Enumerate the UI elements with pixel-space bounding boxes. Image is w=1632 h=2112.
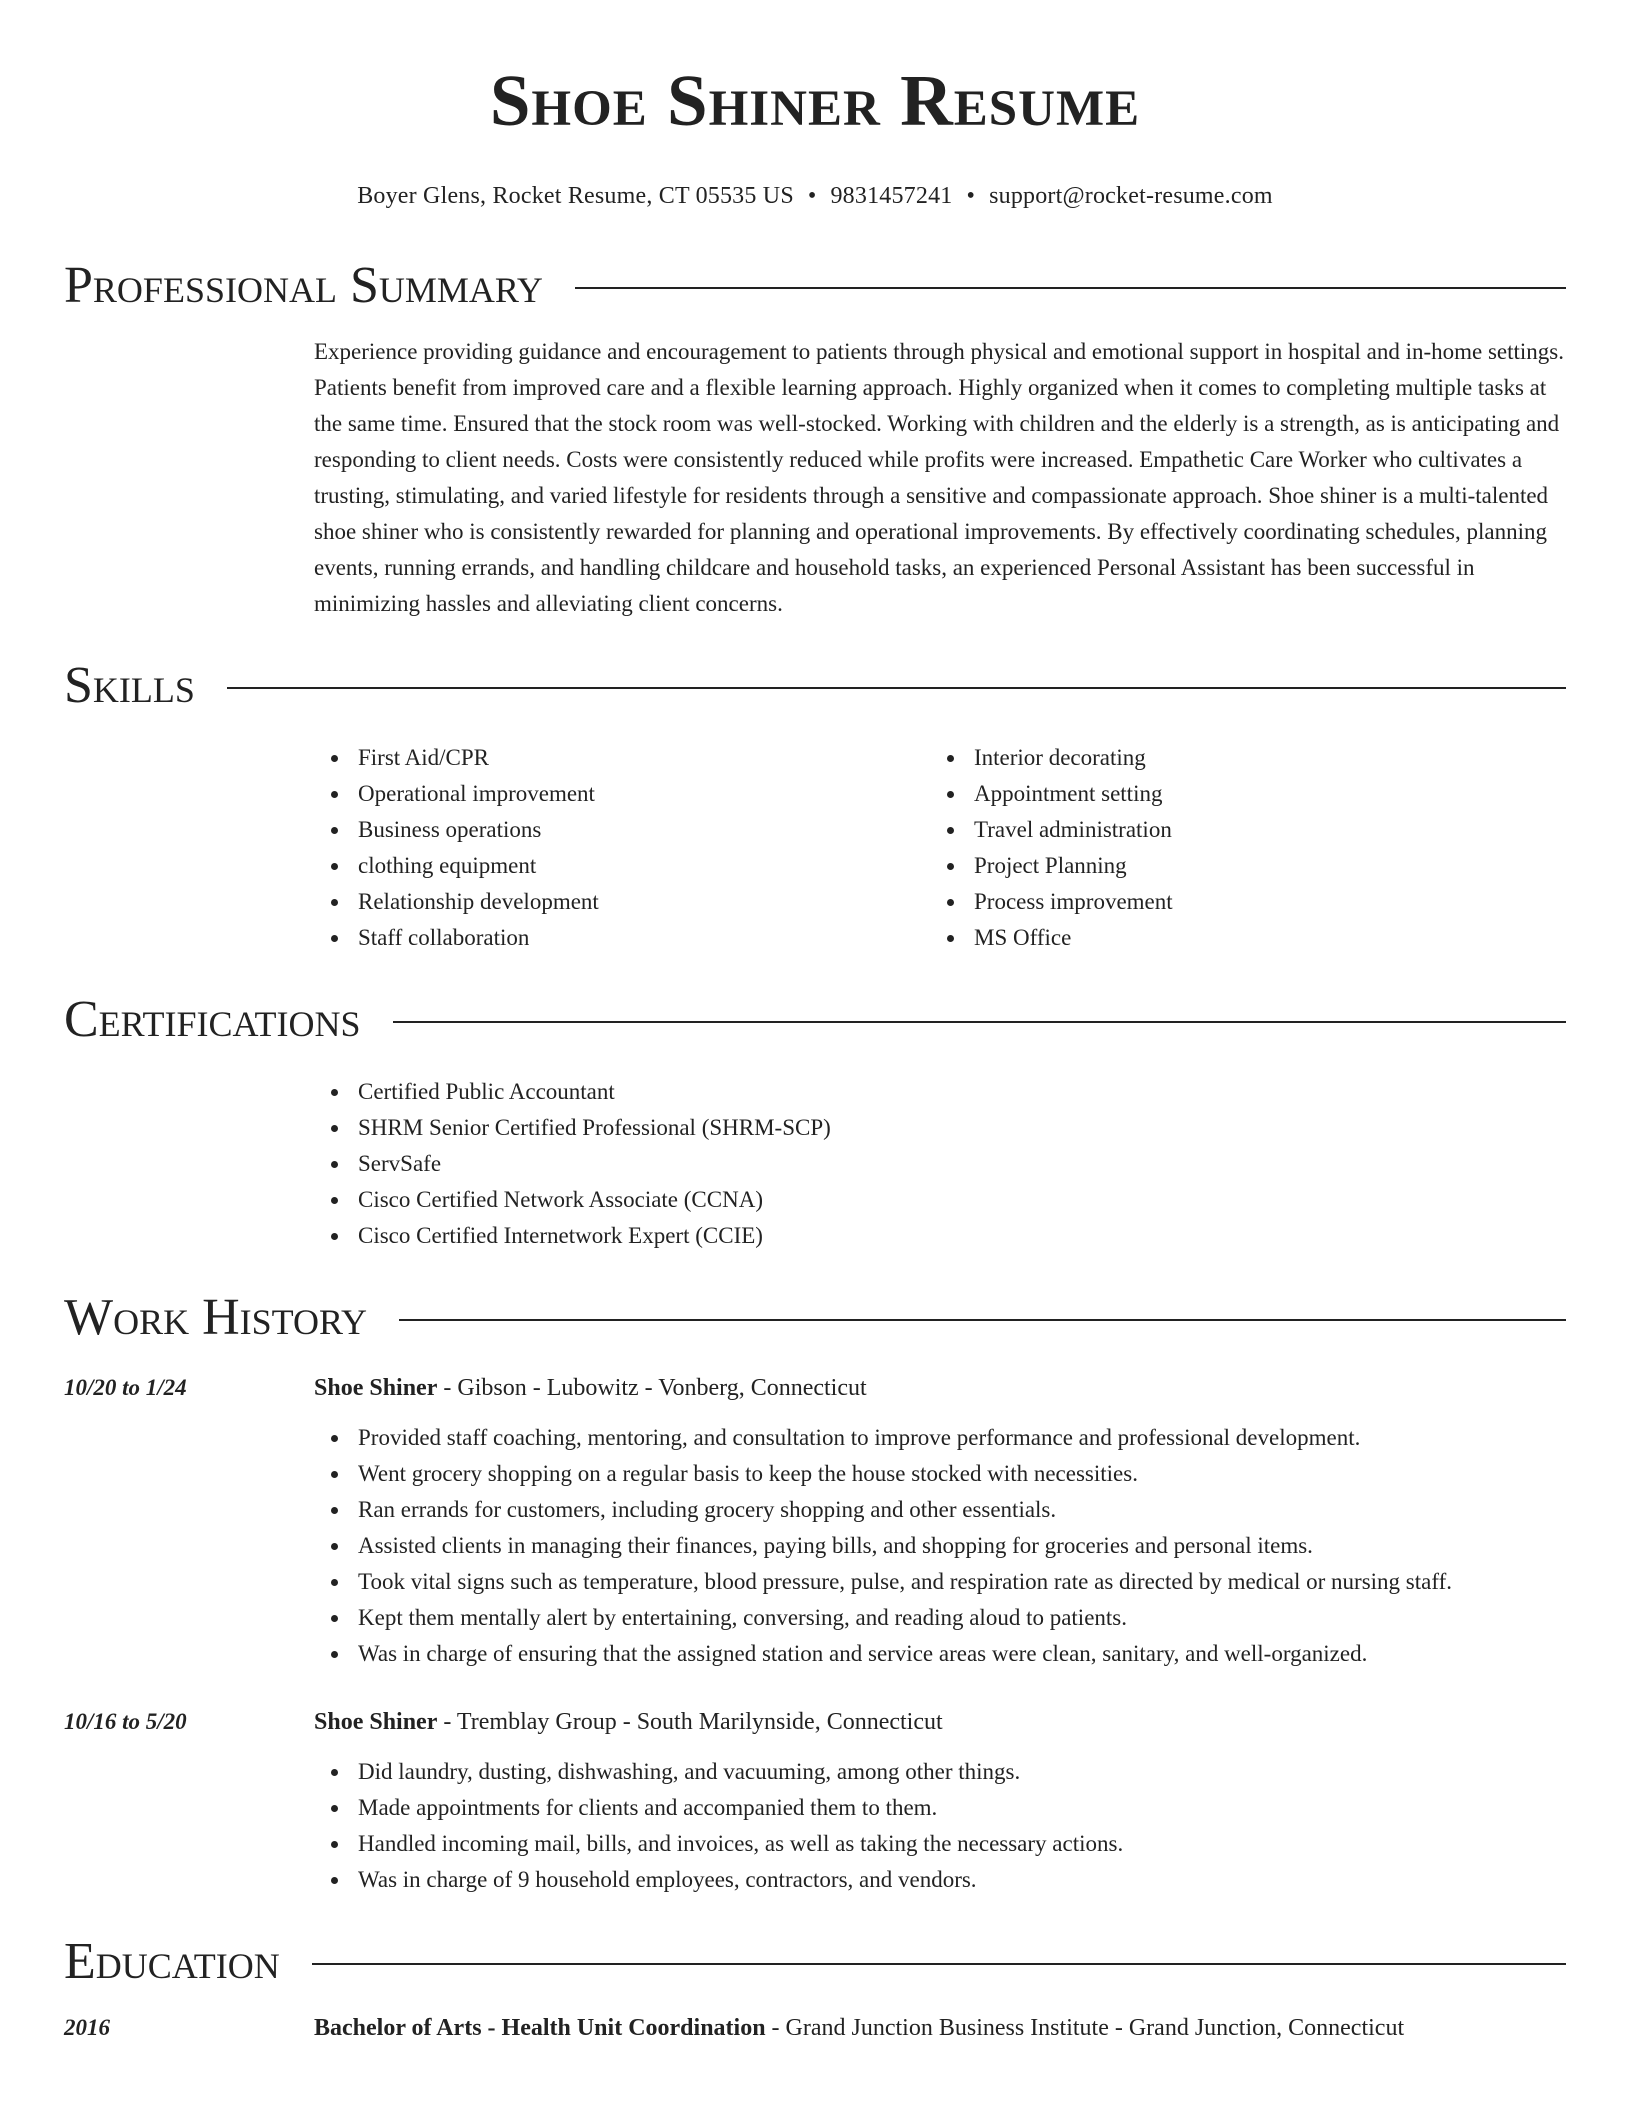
job-employer-location: - Tremblay Group - South Marilynside, Connecticut xyxy=(437,1709,943,1735)
job-duty: Was in charge of 9 household employees, contractors, and vendors. xyxy=(314,1862,1566,1898)
section-divider xyxy=(575,287,1566,289)
section-title: Work History xyxy=(64,1289,368,1346)
contact-email: support@rocket-resume.com xyxy=(989,183,1273,209)
contact-line xyxy=(64,183,1566,210)
education-degree: Bachelor of Arts - Health Unit Coordination xyxy=(314,2015,766,2041)
job-duty: Went grocery shopping on a regular basis to keep the house stocked with necessities. xyxy=(314,1456,1566,1492)
section-heading-work-history xyxy=(64,1289,1566,1346)
skills-list-right xyxy=(930,740,1566,956)
job-duties-list xyxy=(314,1754,1566,1898)
contact-phone: 9831457241 xyxy=(830,183,953,209)
job-heading xyxy=(314,1704,1566,1740)
job-duty: Ran errands for customers, including grocery shopping and other essentials. xyxy=(314,1492,1566,1528)
job-employer-location: - Gibson - Lubowitz - Vonberg, Connecticut xyxy=(437,1375,867,1401)
contact-address: Boyer Glens, Rocket Resume, CT 05535 US xyxy=(357,183,794,209)
section-heading-skills xyxy=(64,657,1566,714)
skill-item: clothing equipment xyxy=(314,848,930,884)
skill-item: First Aid/CPR xyxy=(314,740,930,776)
skill-item: Operational improvement xyxy=(314,776,930,812)
section-heading-summary xyxy=(64,257,1566,314)
section-title: Skills xyxy=(64,657,195,714)
section-title: Professional Summary xyxy=(64,257,543,314)
job-duty: Did laundry, dusting, dishwashing, and vacuuming, among other things. xyxy=(314,1754,1566,1790)
skills-list-left xyxy=(314,740,930,956)
certification-item: Cisco Certified Internetwork Expert (CCIE) xyxy=(314,1218,1566,1254)
education-entry xyxy=(64,2010,1566,2046)
summary-text: Experience providing guidance and encouragement to patients through physical and emotional support in hospital and in-home settings. Patients benefit from improved care and a flexible learning approach. Highly organized when it comes to completing multiple tasks at the same time. Ensured that the stock room was well-stocked. Working with children and the elderly is a strength, as is anticipating and responding to client needs. Costs were consistently reduced while profits were increased. Empathetic Care Worker who cultivates a trusting, stimulating, and varied lifestyle for residents through a sensitive and compassionate approach. Shoe shiner is a multi-talented shoe shiner who is consistently rewarded for planning and operational improvements. By effectively coordinating schedules, planning events, running errands, and handling childcare and household tasks, an experienced Personal Assistant has been successful in minimizing hassles and alleviating client concerns. xyxy=(314,339,1564,616)
summary-section xyxy=(64,257,1566,622)
skill-item: Project Planning xyxy=(930,848,1566,884)
section-divider xyxy=(399,1319,1566,1321)
job-duty: Provided staff coaching, mentoring, and consultation to improve performance and professional development. xyxy=(314,1420,1566,1456)
certification-item: Cisco Certified Network Associate (CCNA) xyxy=(314,1182,1566,1218)
section-divider xyxy=(312,1963,1566,1965)
job-duty: Took vital signs such as temperature, blood pressure, pulse, and respiration rate as directed by medical or nursing staff. xyxy=(314,1564,1566,1600)
section-heading-education xyxy=(64,1933,1566,1990)
skill-item: Interior decorating xyxy=(930,740,1566,776)
education-heading xyxy=(314,2010,1566,2046)
certifications-section xyxy=(64,991,1566,1254)
education-year: 2016 xyxy=(64,2015,110,2040)
job-duty: Was in charge of ensuring that the assigned station and service areas were clean, sanitary, and well-organized. xyxy=(314,1636,1566,1672)
skill-item: Travel administration xyxy=(930,812,1566,848)
job-duty: Handled incoming mail, bills, and invoices, as well as taking the necessary actions. xyxy=(314,1826,1566,1862)
job-duty: Assisted clients in managing their finances, paying bills, and shopping for groceries and personal items. xyxy=(314,1528,1566,1564)
job-title: Shoe Shiner xyxy=(314,1375,438,1401)
job-dates: 10/16 to 5/20 xyxy=(64,1709,187,1734)
certification-item: SHRM Senior Certified Professional (SHRM-SCP) xyxy=(314,1110,1566,1146)
job-entry xyxy=(64,1704,1566,1898)
job-duty: Made appointments for clients and accompanied them to them. xyxy=(314,1790,1566,1826)
section-title: Education xyxy=(64,1933,280,1990)
section-heading-certifications xyxy=(64,991,1566,1048)
certification-item: ServSafe xyxy=(314,1146,1566,1182)
certifications-list xyxy=(314,1074,1566,1254)
section-title: Certifications xyxy=(64,991,361,1048)
section-divider xyxy=(227,687,1566,689)
job-duties-list xyxy=(314,1420,1566,1672)
contact-separator: • xyxy=(966,183,976,209)
skill-item: Appointment setting xyxy=(930,776,1566,812)
skills-section xyxy=(64,657,1566,956)
education-section xyxy=(64,1933,1566,2046)
work-history-section xyxy=(64,1289,1566,1898)
contact-separator: • xyxy=(807,183,817,209)
job-heading xyxy=(314,1370,1566,1406)
skill-item: Relationship development xyxy=(314,884,930,920)
education-school-location: - Grand Junction Business Institute - Grand Junction, Connecticut xyxy=(765,2015,1405,2041)
job-title: Shoe Shiner xyxy=(314,1709,438,1735)
job-dates: 10/20 to 1/24 xyxy=(64,1375,187,1400)
job-entry xyxy=(64,1370,1566,1672)
skill-item: Process improvement xyxy=(930,884,1566,920)
resume-title: Shoe Shiner Resume xyxy=(489,60,1141,141)
section-divider xyxy=(393,1021,1566,1023)
resume-page xyxy=(64,0,1566,2046)
skill-item: MS Office xyxy=(930,920,1566,956)
skill-item: Business operations xyxy=(314,812,930,848)
job-duty: Kept them mentally alert by entertaining, conversing, and reading aloud to patients. xyxy=(314,1600,1566,1636)
skill-item: Staff collaboration xyxy=(314,920,930,956)
certification-item: Certified Public Accountant xyxy=(314,1074,1566,1110)
